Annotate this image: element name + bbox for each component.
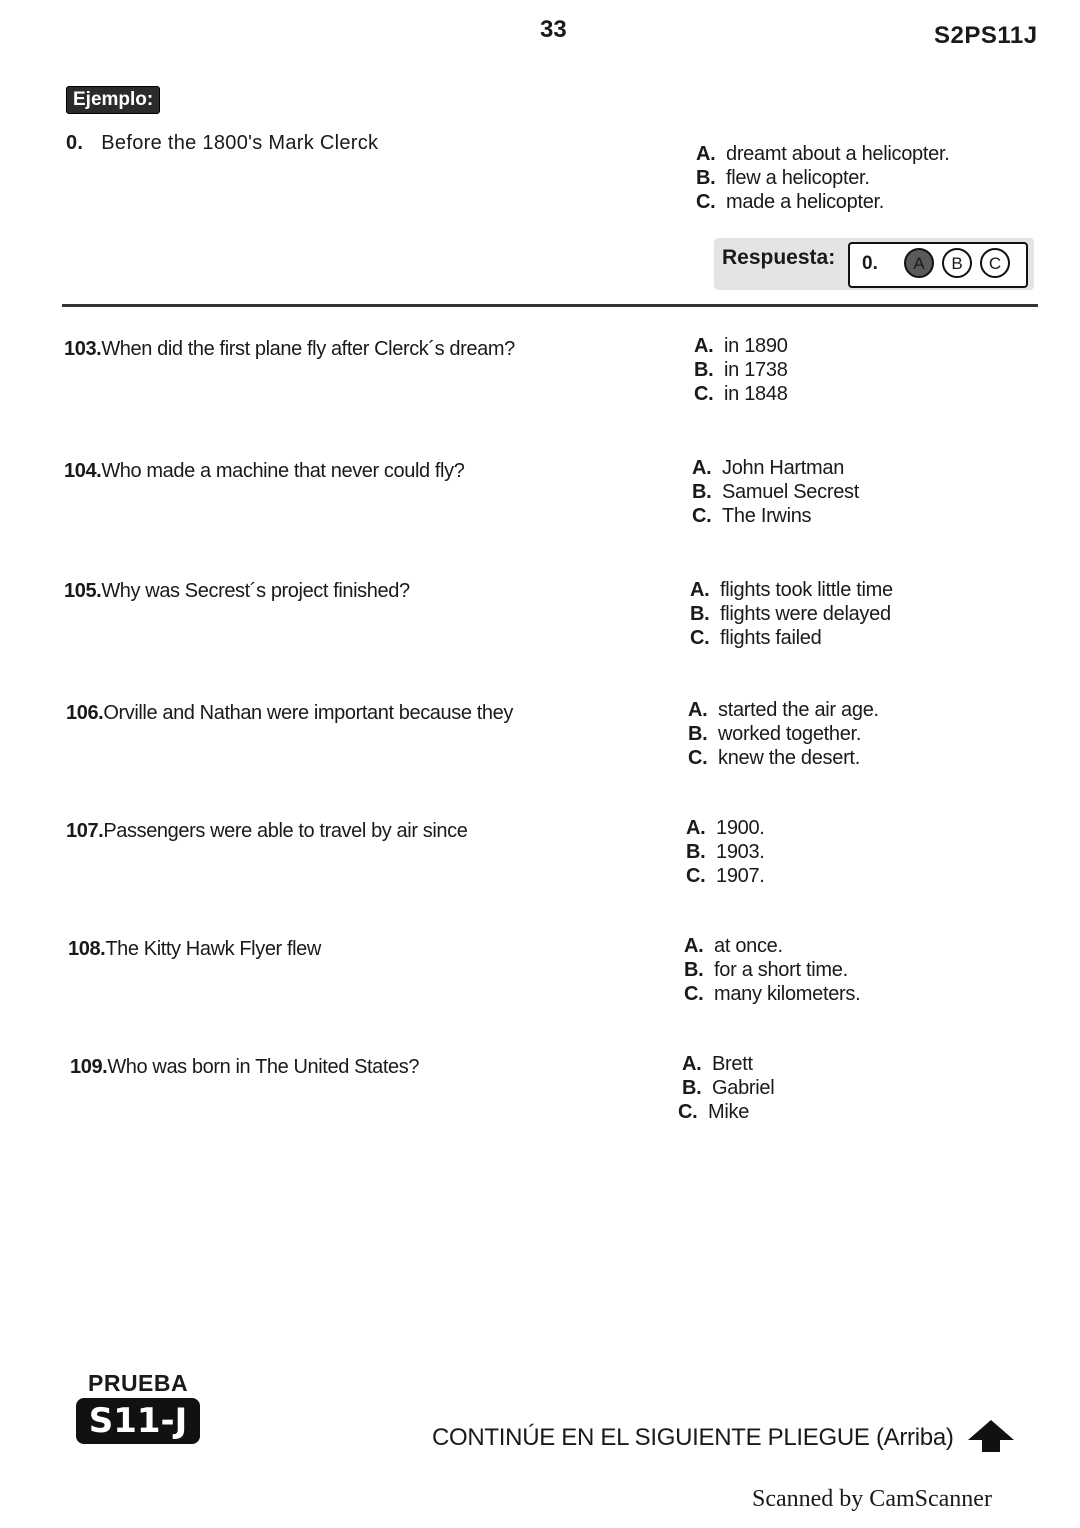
answer-label: Respuesta: [722,246,836,269]
example-question-text: Before the 1800's Mark Clerck [101,132,379,154]
answer-bubble-a[interactable]: A [904,248,934,278]
option-105-b: B. flights were delayed [690,603,891,625]
option-103-b: B. in 1738 [694,359,788,381]
example-number: 0. [66,132,84,154]
scanner-watermark: Scanned by CamScanner [752,1486,992,1512]
answer-number: 0. [862,253,878,274]
prueba-code-badge: S11-J [76,1398,200,1444]
options-108 [684,934,860,1006]
option-107-b: B. 1903. [686,841,765,863]
question-103: 103.When did the first plane fly after Clerck´s dream? [64,338,515,360]
option-108-a: A. at once. [684,935,783,957]
example-question [66,132,378,155]
question-106: 106.Orville and Nathan were important because they [66,702,513,724]
prueba-label: PRUEBA [88,1370,189,1396]
continue-instruction: CONTINÚE EN EL SIGUIENTE PLIEGUE (Arriba) [432,1424,954,1451]
option-105-c: C. flights failed [690,627,822,649]
options-105 [690,578,893,650]
option-108-b: B. for a short time. [684,959,848,981]
up-arrow-icon [966,1418,1016,1454]
option-103-a: A. in 1890 [694,335,788,357]
option-106-c: C. knew the desert. [688,747,860,769]
example-options [696,142,949,214]
options-107 [686,816,765,888]
option-108-c: C. many kilometers. [684,983,861,1005]
option-105-a: A. flights took little time [690,579,893,601]
option-109-a: A. Brett [682,1053,753,1075]
page-number: 33 [540,16,567,43]
options-104 [692,456,859,528]
option-109-c: C. Mike [678,1101,750,1123]
option-104-c: C. The Irwins [692,505,812,527]
question-107: 107.Passengers were able to travel by air since [66,820,468,842]
option-106-b: B. worked together. [688,723,862,745]
answer-bubble-c[interactable]: C [980,248,1010,278]
option-103-c: C. in 1848 [694,383,788,405]
question-104: 104.Who made a machine that never could fly? [64,460,465,482]
option-107-c: C. 1907. [686,865,765,887]
options-103 [694,334,788,406]
option-104-b: B. Samuel Secrest [692,481,859,503]
option-104-a: A. John Hartman [692,457,845,479]
example-badge: Ejemplo: [66,86,160,114]
options-109 [678,1052,775,1124]
exam-code: S2PS11J [934,22,1038,49]
section-divider [62,304,1038,307]
options-106 [688,698,879,770]
option-106-a: A. started the air age. [688,699,879,721]
example-option-b: B. flew a helicopter. [696,167,870,189]
question-105: 105.Why was Secrest´s project finished? [64,580,410,602]
example-option-c: C. made a helicopter. [696,191,885,213]
option-107-a: A. 1900. [686,817,765,839]
example-option-a: A. dreamt about a helicopter. [696,143,950,165]
option-109-b: B. Gabriel [682,1077,775,1099]
answer-bubble-b[interactable]: B [942,248,972,278]
question-109: 109.Who was born in The United States? [70,1056,420,1078]
question-108: 108.The Kitty Hawk Flyer flew [68,938,321,960]
